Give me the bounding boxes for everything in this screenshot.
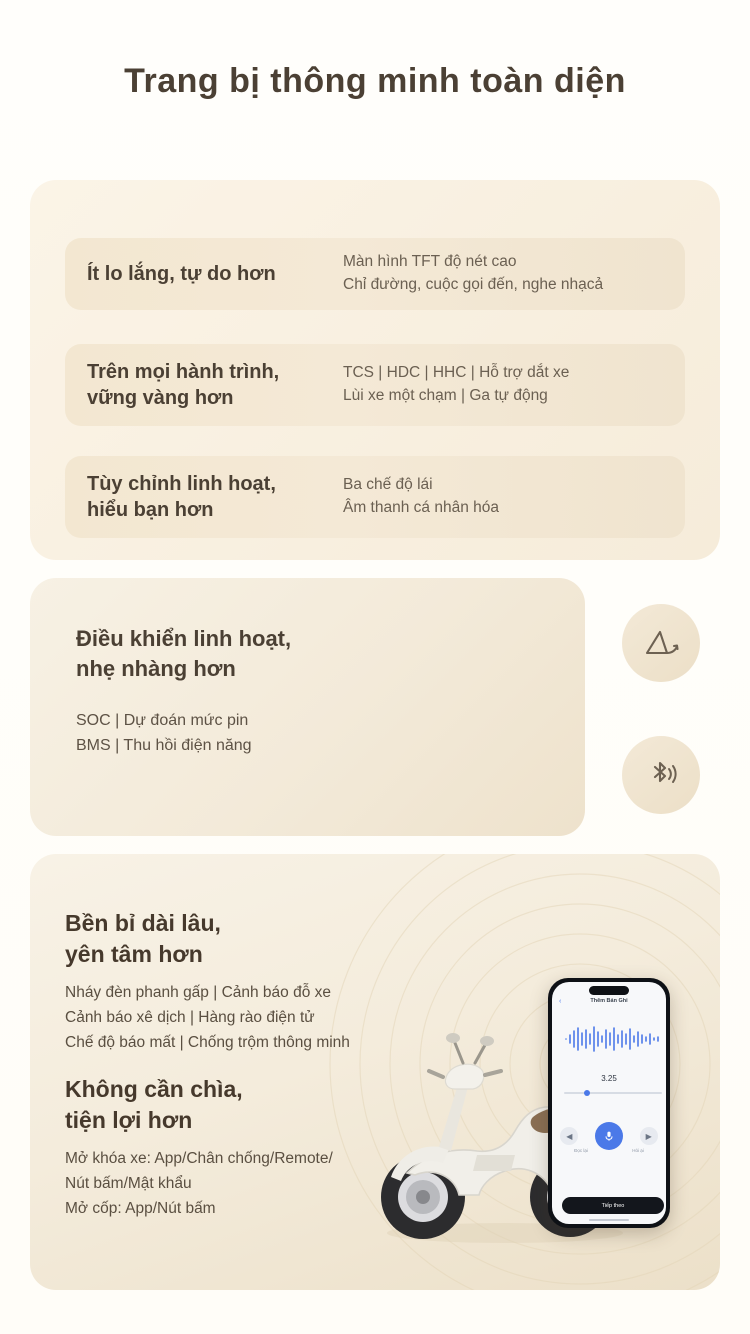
feature-row-3-detail-line-2: Âm thanh cá nhân hóa <box>343 499 499 516</box>
control-card-detail-line-2: BMS | Thu hồi điện năng <box>76 737 252 755</box>
rewind-button[interactable]: ◀ <box>560 1127 578 1145</box>
phone-screen <box>552 982 666 1224</box>
control-card-heading-line-1: Điều khiển linh hoạt, <box>76 626 292 651</box>
progress-thumb[interactable] <box>584 1090 590 1096</box>
gesture-swipe-icon-badge <box>622 604 700 682</box>
bluetooth-signal-icon <box>642 756 680 794</box>
security-block-keyless-heading <box>65 1074 333 1136</box>
recording-time: 3.25 <box>601 1074 617 1083</box>
feature-row-1-detail-line-1: Màn hình TFT độ nét cao <box>343 253 517 271</box>
feature-row-2-details <box>337 362 685 408</box>
feature-row-3 <box>65 456 685 538</box>
audio-waveform <box>562 1022 664 1056</box>
feature-row-3-heading-line-1: Tùy chỉnh linh hoạt, <box>87 472 276 495</box>
forward-button[interactable]: ▶ <box>640 1127 658 1145</box>
progress-track[interactable] <box>564 1092 662 1094</box>
security-block-durability <box>65 908 350 1055</box>
feature-row-3-details <box>337 474 685 520</box>
control-card-details <box>76 709 585 759</box>
phone-back-button[interactable]: ‹ <box>559 998 562 1005</box>
feature-row-3-heading <box>65 471 337 524</box>
feature-row-3-detail-line-1: Ba chế độ lái <box>343 476 433 494</box>
phone-notch <box>589 986 629 995</box>
phone-mockup <box>548 978 670 1228</box>
feature-row-3-heading-line-2: hiểu bạn hơn <box>87 499 214 521</box>
bluetooth-signal-icon-badge <box>622 736 700 814</box>
smart-equipment-card <box>30 180 720 560</box>
next-button[interactable]: Tiếp theo <box>562 1197 664 1214</box>
player-controls <box>552 1122 666 1150</box>
feature-row-1-heading: Ít lo lắng, tự do hơn <box>87 262 276 285</box>
control-card-detail-line-1: SOC | Dự đoán mức pin <box>76 712 249 730</box>
home-indicator <box>589 1219 629 1221</box>
keyless-heading-line-2: tiện lợi hơn <box>65 1106 193 1133</box>
security-block-durability-heading <box>65 908 350 970</box>
durability-detail-line-3: Chế độ báo mất | Chống trộm thông minh <box>65 1033 350 1051</box>
feature-row-2-heading-line-1: Trên mọi hành trình, <box>87 360 280 383</box>
page-title: Trang bị thông minh toàn diện <box>124 62 626 100</box>
feature-row-2-detail-line-1: TCS | HDC | HHC | Hỗ trợ dắt xe <box>343 364 570 382</box>
feature-row-2-heading-line-2: vững vàng hơn <box>87 387 234 409</box>
feature-row-1 <box>65 238 685 310</box>
forward-label: Hỏi ại <box>632 1148 644 1153</box>
gesture-swipe-icon <box>641 626 681 660</box>
durability-detail-line-1: Nháy đèn phanh gấp | Cảnh báo đỗ xe <box>65 983 332 1001</box>
feature-row-2-detail-line-2: Lùi xe một chạm | Ga tự động <box>343 387 548 404</box>
keyless-detail-line-3: Mở cốp: App/Nút bấm <box>65 1199 216 1217</box>
control-card <box>30 578 585 836</box>
durability-heading-line-1: Bền bỉ dài lâu, <box>65 910 221 936</box>
durability-heading-line-2: yên tâm hơn <box>65 940 203 967</box>
feature-row-1-detail-line-2: Chỉ đường, cuộc gọi đến, nghe nhạcả <box>343 276 604 293</box>
security-block-keyless <box>65 1074 333 1221</box>
keyless-detail-line-2: Nút bấm/Mật khẩu <box>65 1174 192 1192</box>
durability-detail-line-2: Cảnh báo xê dịch | Hàng rào điện tử <box>65 1008 315 1026</box>
rewind-label: Đọc lại <box>574 1148 588 1153</box>
record-button[interactable] <box>595 1122 623 1150</box>
security-block-keyless-details <box>65 1146 333 1221</box>
feature-row-2-heading <box>65 359 337 412</box>
security-block-durability-details <box>65 980 350 1055</box>
player-control-labels <box>552 1148 666 1153</box>
phone-screen-title: Thêm Bản Ghi <box>590 998 628 1004</box>
feature-row-2 <box>65 344 685 426</box>
control-card-heading <box>76 624 585 683</box>
microphone-icon <box>603 1130 615 1142</box>
feature-row-1-details <box>337 251 685 297</box>
keyless-heading-line-1: Không cần chìa, <box>65 1076 243 1102</box>
keyless-detail-line-1: Mở khóa xe: App/Chân chống/Remote/ <box>65 1149 333 1167</box>
control-card-heading-line-2: nhẹ nhàng hơn <box>76 655 236 681</box>
